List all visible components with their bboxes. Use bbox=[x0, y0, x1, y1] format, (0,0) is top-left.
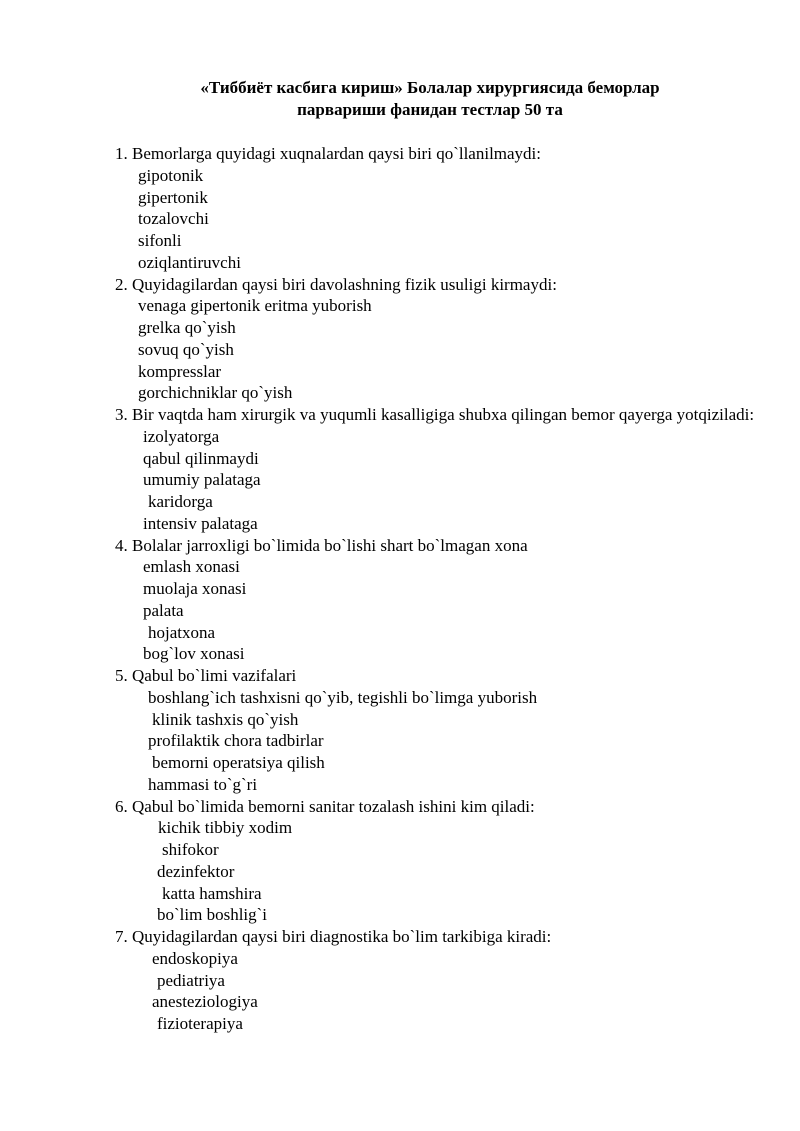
question-6-option-2: shifokor bbox=[162, 840, 219, 859]
question-4-option-5: bog`lov xonasi bbox=[143, 644, 245, 664]
question-7-text: 7. Quyidagilardan qaysi biri diagnostika bo`lim tarkibiga kiradi: bbox=[115, 927, 552, 946]
question-3-option-3: umumiy palataga bbox=[143, 470, 261, 490]
question-6-option-5: bo`lim boshlig`i bbox=[157, 905, 268, 925]
question-7 bbox=[115, 926, 755, 1035]
question-2-text: 2. Quyidagilardan qaysi biri davolashning fizik usuligi kirmaydi: bbox=[115, 274, 557, 294]
question-list bbox=[115, 143, 755, 1035]
question-2-option-3: sovuq qo`yish bbox=[138, 339, 234, 359]
question-2-option-4: kompresslar bbox=[138, 361, 222, 381]
question-1-option-2: gipertonik bbox=[138, 187, 208, 207]
question-6-text: 6. Qabul bo`limida bemorni sanitar tozalash ishini kim qiladi: bbox=[115, 796, 535, 816]
document-title bbox=[0, 77, 800, 121]
question-1 bbox=[115, 143, 755, 274]
question-1-option-5: oziqlantiruvchi bbox=[138, 252, 241, 272]
question-6-option-4: katta hamshira bbox=[162, 883, 262, 903]
question-3-option-2: qabul qilinmaydi bbox=[143, 448, 259, 468]
question-7-option-2: pediatriya bbox=[157, 970, 225, 990]
question-4-option-2: muolaja xonasi bbox=[143, 579, 247, 598]
question-1-option-1: gipotonik bbox=[138, 165, 204, 185]
document-title-line-2: парвариши фанидан тестлар 50 та bbox=[297, 100, 563, 119]
question-1-text: 1. Bemorlarga quyidagi xuqnalardan qaysi biri qo`llanilmaydi: bbox=[115, 144, 542, 163]
question-3 bbox=[115, 404, 755, 535]
question-5-text: 5. Qabul bo`limi vazifalari bbox=[115, 666, 297, 685]
question-4 bbox=[115, 535, 755, 666]
question-5-option-1: boshlang`ich tashxisni qo`yib, tegishli bo`limga yuborish bbox=[148, 687, 538, 707]
question-6 bbox=[115, 796, 755, 927]
question-4-text: 4. Bolalar jarroxligi bo`limida bo`lishi shart bo`lmagan xona bbox=[115, 535, 528, 555]
question-5-option-3: profilaktik chora tadbirlar bbox=[148, 731, 324, 751]
question-7-option-4: fizioterapiya bbox=[157, 1014, 243, 1033]
question-5-option-5: hammasi to`g`ri bbox=[148, 774, 258, 794]
document-title-line-1: «Тиббиёт касбига кириш» Болалар хирургиясида беморлар bbox=[200, 78, 660, 97]
question-4-option-1: emlash xonasi bbox=[143, 557, 240, 577]
question-5-option-2: klinik tashxis qo`yish bbox=[152, 709, 299, 729]
question-3-text: 3. Bir vaqtda ham xirurgik va yuqumli kasalligiga shubxa qilingan bemor qayerga yotqiziladi: bbox=[115, 405, 755, 424]
question-2-option-1: venaga gipertonik eritma yuborish bbox=[138, 296, 372, 316]
question-6-option-3: dezinfektor bbox=[157, 861, 235, 881]
question-1-option-4: sifonli bbox=[138, 231, 182, 250]
question-2-option-5: gorchichniklar qo`yish bbox=[138, 383, 293, 403]
question-5-option-4: bemorni operatsiya qilish bbox=[152, 753, 325, 772]
question-7-option-3: anesteziologiya bbox=[152, 992, 258, 1012]
question-2 bbox=[115, 274, 755, 405]
question-6-option-1: kichik tibbiy xodim bbox=[158, 818, 293, 838]
question-2-option-2: grelka qo`yish bbox=[138, 318, 236, 337]
question-5 bbox=[115, 665, 755, 796]
question-4-option-3: palata bbox=[143, 600, 184, 620]
question-4-option-4: hojatxona bbox=[148, 622, 216, 642]
question-3-option-1: izolyatorga bbox=[143, 426, 220, 446]
question-7-option-1: endoskopiya bbox=[152, 948, 238, 968]
question-3-option-4: karidorga bbox=[148, 492, 213, 511]
question-3-option-5: intensiv palataga bbox=[143, 513, 258, 533]
question-1-option-3: tozalovchi bbox=[138, 209, 209, 229]
